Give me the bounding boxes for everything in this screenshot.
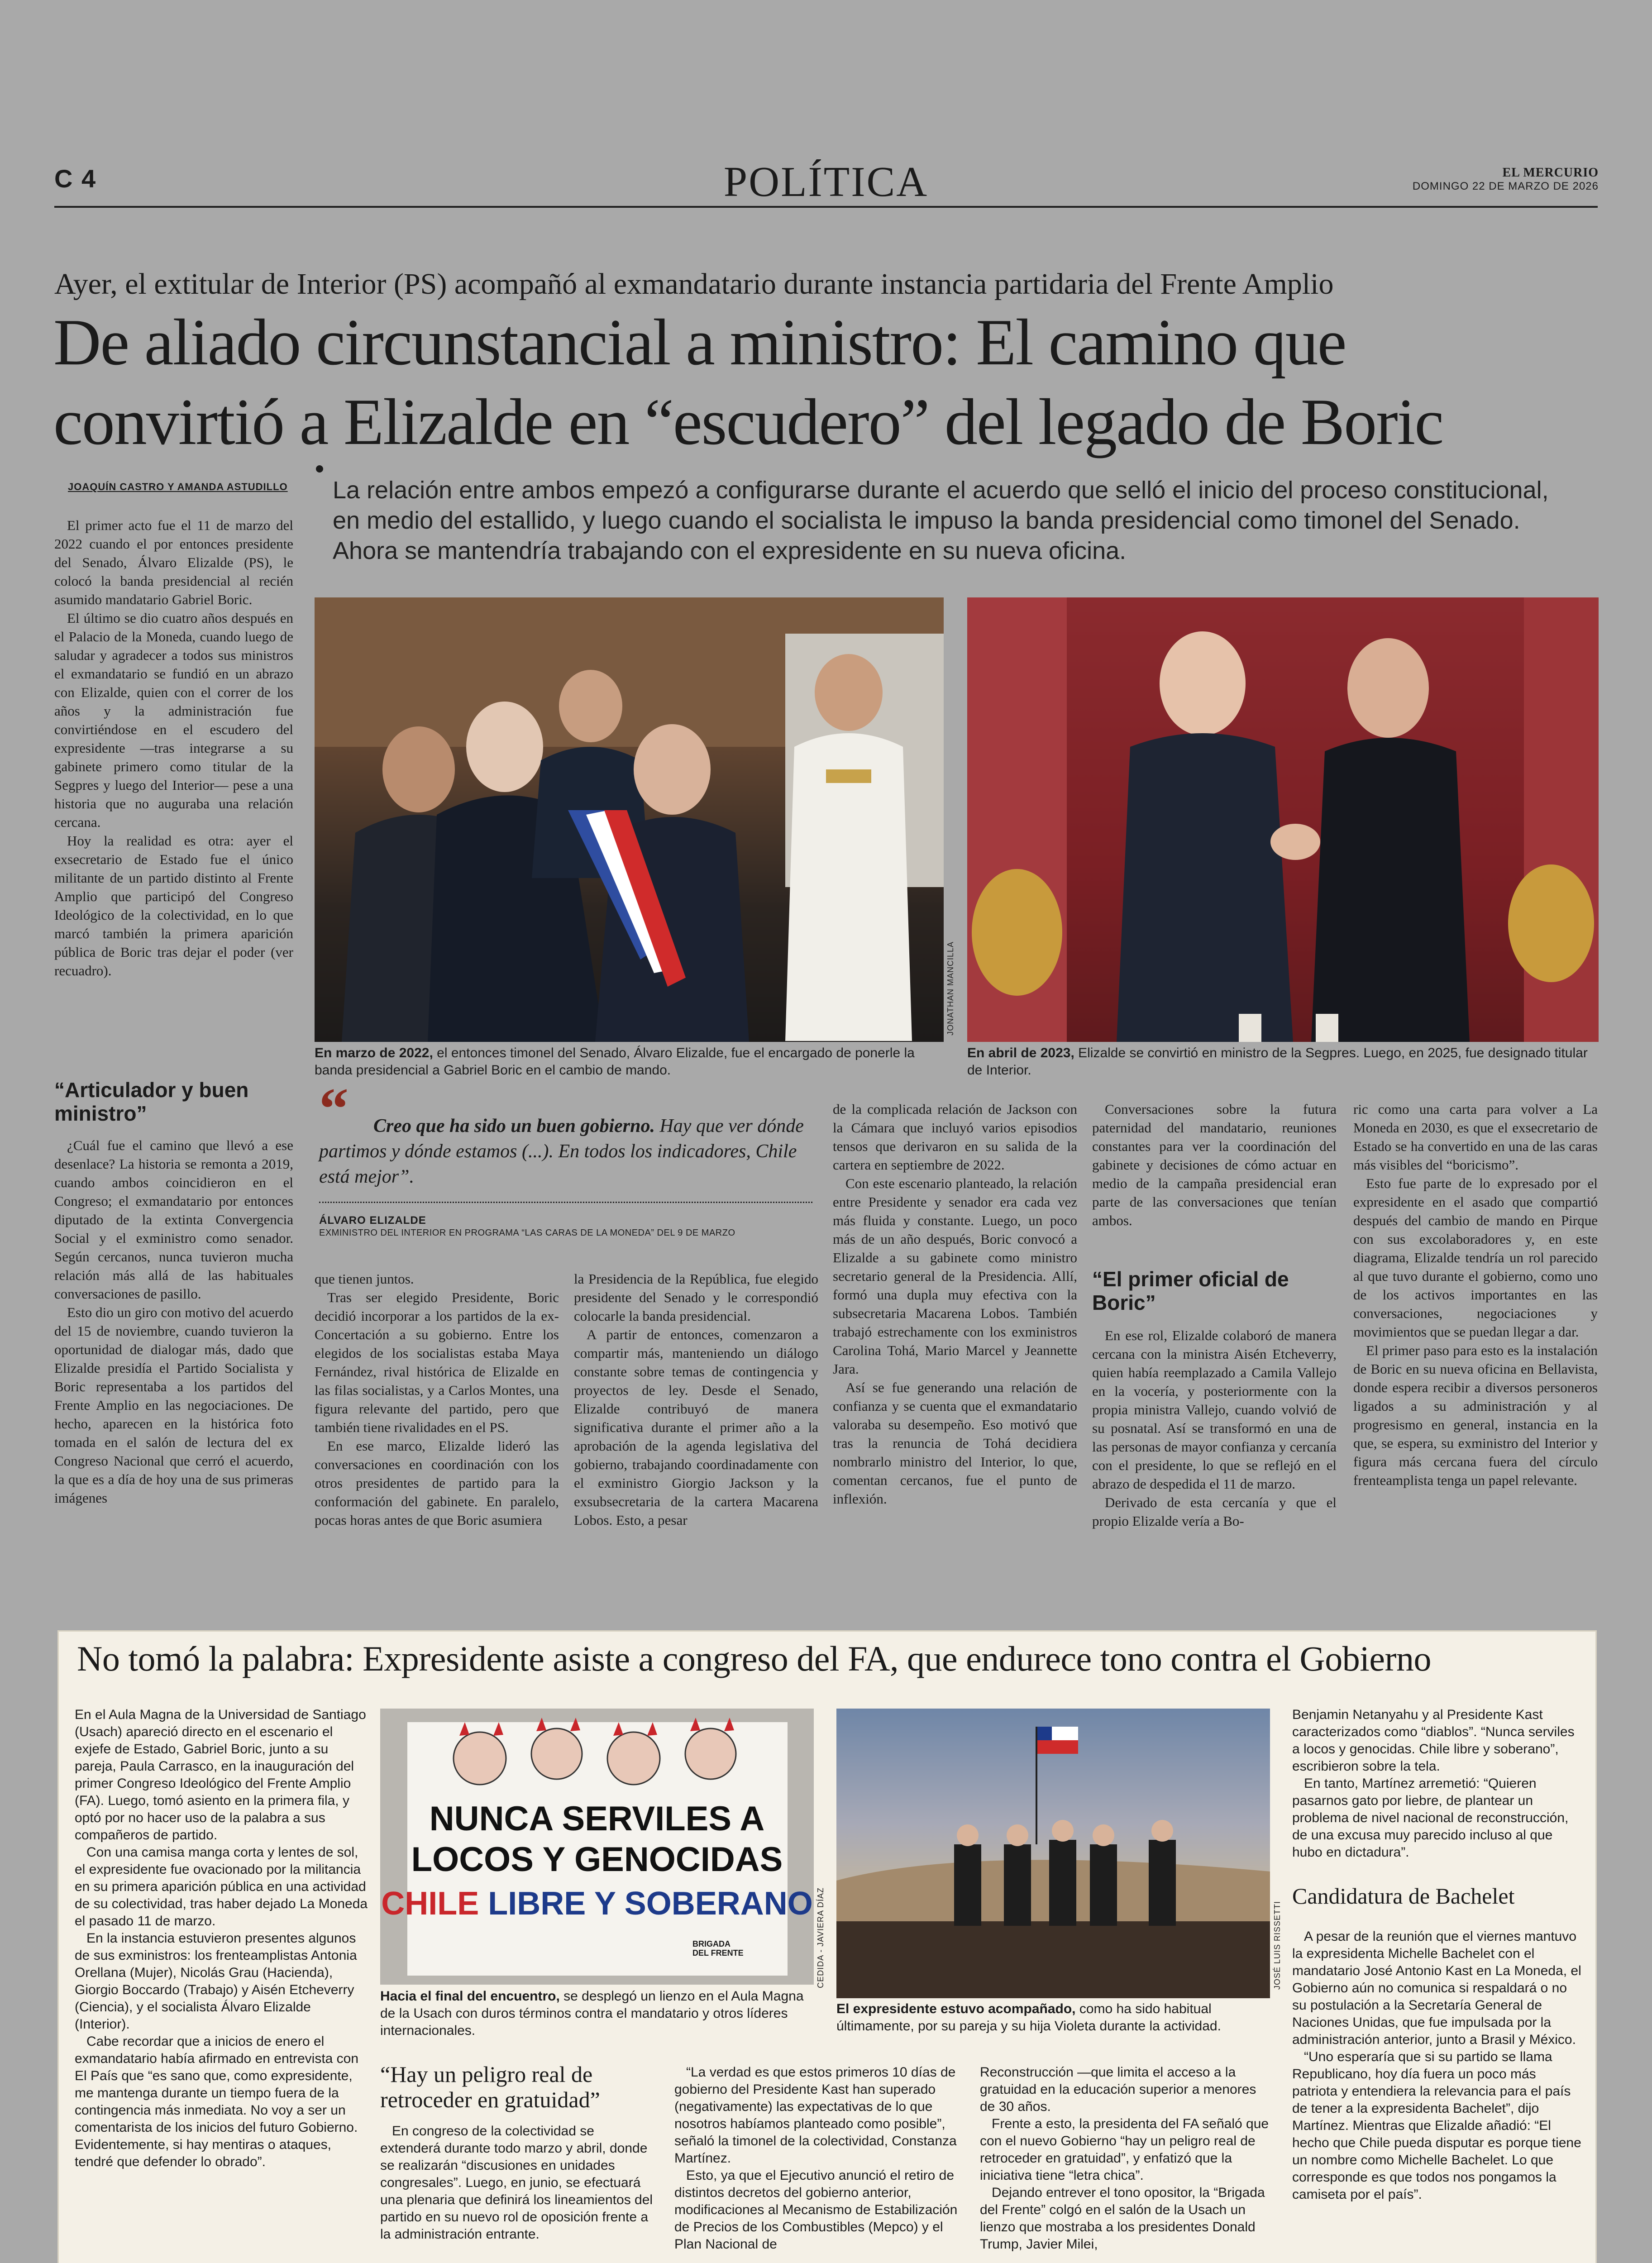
photo-credit: CEDIDA - JAVIERA DÍAZ [816, 1887, 825, 1988]
article-column: El primer acto fue el 11 de marzo del 2022 cuando el por entonces presidente del Senado, Álvaro Elizalde (PS), le colocó la banda presidencial al recién asumido mandatario Gabriel Boric. El último se dio cuatro años después en el Palacio de la Moneda, cuando luego de saludar y agradecer a todos sus ministros el exmandatario se fundió en un abrazo con Elizalde, quien con el correr de los años y la administración fue convirtiéndose en el escudero del expresidente —tras integrarse a su gabinete primero como titular de la Segpres y luego del Interior— pese a una historia que no auguraba una relación cercana. Hoy la realidad es otra: ayer el exsecretario de Estado fue el único militante de un partido distinto al Frente Amplio que participó del Congreso Ideológico de la colectividad, en lo que marcó también la primera aparición pública de Boric tras dejar el poder (ver recuadro). [54, 517, 293, 979]
issue-date: DOMINGO 22 DE MARZO DE 2026 [1412, 180, 1599, 192]
quote-mark-icon: “ [319, 1076, 349, 1141]
sidebar-column: En congreso de la colectividad se extenderá durante todo marzo y abril, donde se realizarán “discusiones en unidades congresales”. Luego, en junio, se efectuará una plenaria que definirá los lineamientos del partido en su nuevo rol de oposición frente a la administración entrante. [380, 2124, 653, 2242]
sidebar-column: En el Aula Magna de la Universidad de Santiago (Usach) apareció directo en el escenario el exjefe de Estado, Gabriel Boric, junto a su pareja, Paula Carrasco, en la inauguración del primer Congreso Ideológico del Frente Amplio (FA). Luego, tomó asiento en la primera fila, y optó por no hacer uso de la palabra a sus compañeros de partido. Con una camisa manga corta y lentes de sol, el expresidente fue ovacionado por la militancia en su primera aparición pública en una actividad de su colectividad, tras haber dejado La Moneda el pasado 11 de marzo. En la instancia estuvieron presentes algunos de sus exministros: los frenteamplistas Antonia Orellana (Mujer), Nicolás Grau (Hacienda), Giorgio Boccardo (Trabajo) y Aisén Etcheverry (Ciencia), y el socialista Álvaro Elizalde (Interior). Cabe recordar que a inicios de enero el exmandatario había afirmado en entrevista con El País que “es sano que, como expresidente, me mantenga durante un tiempo fuera de la contingencia más inmediata. No voy a ser un comentarista de los inicios del futuro Gobierno. Evidentemente, si hay mentiras o ataques, tendré que defender lo obrado”. [75, 1707, 368, 2169]
photo-handshake [967, 597, 1599, 1042]
photo-credit: JOSÉ LUIS RISSETTI [1273, 1901, 1282, 1990]
article-column: Conversaciones sobre la futura paternidad del mandatario, reuniones constantes para ver la coordinación del gabinete y decisiones de cómo actuar en medio de la campaña presidencial eran parte de las conversaciones que tenían ambos. [1092, 1101, 1337, 1228]
quote-author: ÁLVARO ELIZALDE [319, 1214, 426, 1227]
section-title: POLÍTICA [723, 158, 929, 205]
headline-line: De aliado circunstancial a ministro: El camino que [53, 306, 1346, 379]
header-rule [54, 206, 1598, 208]
article-column: ric como una carta para volver a La Moneda en 2030, es que el exsecretario de Estado se ha convertido en una de las caras más visibles del “boricismo”. Esto fue parte de lo expresado por el expresidente en el asado que compartió después del cambio de mando en Pirque con sus excolaboradores y, en este diagrama, Elizalde tendría un rol parecido al que tuvo durante el gobierno, como uno de los activos importantes en las conversaciones, negociaciones y movimientos que se puedan llegar a dar. El primer paso para esto es la instalación de Boric en su nueva oficina en Bellavista, donde espera recibir a diversos personeros ligados a su administración y al progresismo en general, instancia en la que, se espera, su exministro del Interior y figura más cercana fuera del círculo frenteamplista tenga un papel relevante. [1353, 1101, 1598, 1488]
banner-text: CHILE LIBRE Y SOBERANO [381, 1886, 813, 1922]
photo-credit: JONATHAN MANCILLA [946, 941, 955, 1036]
photo-caption: En abril de 2023, Elizalde se convirtió en ministro de la Segpres. Luego, en 2025, fue designado titular de Interior. [967, 1046, 1588, 1078]
sidebar-column: Benjamin Netanyahu y al Presidente Kast caracterizados como “diablos”. “Nunca serviles a locos y genocidas. Chile libre y soberano”, escribieron sobre la tela. En tanto, Martínez arremetió: “Quieren pasarnos gato por liebre, de plantear un problema de nivel nacional de reconstrucción, de una excusa muy parecido incluso al que hubo en dictadura”. [1292, 1707, 1575, 1860]
quote-role: EXMINISTRO DEL INTERIOR EN PROGRAMA “LAS CARAS DE LA MONEDA” DEL 9 DE MARZO [319, 1228, 735, 1238]
lead-paragraph: La relación entre ambos empezó a configurarse durante el acuerdo que selló el inicio del proceso constitucional, en medio del estallido, y luego cuando el socialista le impuso la banda presidencial como timonel del Senado. Ahora se mantendría trabajando con el expresidente en su nueva oficina. [333, 477, 1549, 564]
subhead: Candidatura de Bachelet [1292, 1883, 1515, 1909]
photo-band-ceremony [315, 597, 944, 1042]
subhead: “Hay un peligro real de retroceder en gratuidad” [380, 2062, 600, 2112]
banner-text: LOCOS Y GENOCIDAS [411, 1840, 783, 1879]
kicker: Ayer, el extitular de Interior (PS) acompañó al exmandatario durante instancia partidaria del Frente Amplio [54, 267, 1334, 301]
pull-quote: Creo que ha sido un buen gobierno. Hay que ver dónde partimos y dónde estamos (...). En todos los indicadores, Chile está mejor”. [319, 1116, 804, 1187]
handshake-illustration [967, 597, 1599, 1042]
byline: JOAQUÍN CASTRO Y AMANDA ASTUDILLO [68, 481, 288, 492]
article-column: En ese rol, Elizalde colaboró de manera cercana con la ministra Aisén Etcheverry, quien había reemplazado a Camila Vallejo en la vocería, y posteriormente con la propia ministra Vallejo, cuando volvió de su posnatal. Así se transformó en una de las personas de mayor confianza y cercanía con el presidente, lo que se reflejó en el abrazo de despedida el 11 de marzo. Derivado de esta cercanía y que el propio Elizalde vería a Bo- [1092, 1327, 1337, 1529]
article-column: ¿Cuál fue el camino que llevó a ese desenlace? La historia se remonta a 2019, cuando ambos coincidieron en el Congreso; el exmandatario por entonces diputado de la extinta Convergencia Social y el exministro como senador. Según cercanos, nunca tuvieron mucha relación más allá de las habituales conversaciones de pasillo. Esto dio un giro con motivo del acuerdo del 15 de noviembre, cuando tuvieron la oportunidad de dialogar más, dado que Elizalde presidía el Partido Socialista y Boric representaba a los partidos del Frente Amplio en las negociaciones. De hecho, aparecen en la histórica foto tomada en el salón de lectura del ex Congreso Nacional que cerró el acuerdo, la que es a día de hoy una de sus primeras imágenes [54, 1137, 293, 1506]
subhead: “El primer oficial de Boric” [1092, 1267, 1289, 1314]
banner-logo: BRIGADA DEL FRENTE [692, 1939, 744, 1957]
stage-illustration [836, 1709, 1270, 1998]
article-column: la Presidencia de la República, fue elegido presidente del Senado y le correspondió colocarle la banda presidencial. A partir de entonces, comenzaron a compartir más, manteniendo un diálogo constante sobre temas de contingencia y proyectos de ley. Desde el Senado, Elizalde contribuyó de manera significativa durante el primer año a la aprobación de la agenda legislativa del gobierno, trabajando coordinadamente con el exministro Giorgio Jackson y la exsubsecretaria de la cartera Macarena Lobos. Esto, a pesar [574, 1271, 818, 1528]
article-column: que tienen juntos. Tras ser elegido Presidente, Boric decidió incorporar a los partidos de la ex-Concertación a su gobierno. Entre los elegidos de los socialistas estaba Maya Fernández, rival histórica de Elizalde en las filas socialistas, y a Carlos Montes, una figura relevante del partido, pero que también tiene rivalidades en el PS. En ese marco, Elizalde lideró las conversaciones en coordinación con los otros presidentes de partido para la conformación del gabinete. En paralelo, pocas horas antes de que Boric asumiera [315, 1271, 559, 1528]
photo-stage [836, 1709, 1270, 1998]
sidebar-title: No tomó la palabra: Expresidente asiste a congreso del FA, que endurece tono contra el Gobierno [77, 1639, 1432, 1678]
banner-text: NUNCA SERVILES A [429, 1800, 765, 1838]
lead-bullet [316, 465, 323, 473]
photo-caption: En marzo de 2022, el entonces timonel del Senado, Álvaro Elizalde, fue el encargado de ponerle la banda presidencial a Gabriel Boric en el cambio de mando. [315, 1046, 915, 1078]
headline [53, 302, 1443, 462]
page-code: C 4 [54, 164, 97, 193]
subhead: “Articulador y buen ministro” [54, 1078, 249, 1125]
sidebar-column: Reconstrucción —que limita el acceso a la gratuidad en la educación superior a menores de 30 años. Frente a esto, la presidenta del FA señaló que con el nuevo Gobierno “hay un peligro real de retroceder en gratuidad”, y enfatizó que la iniciativa tiene “letra chica”. Dejando entrever el tono opositor, la “Brigada del Frente” colgó en el salón de la Usach un lienzo que mostraba a los presidentes Donald Trump, Javier Milei, [980, 2065, 1269, 2252]
ceremony-illustration [315, 597, 944, 1042]
newspaper-name: EL MERCURIO [1502, 166, 1599, 180]
photo-caption: El expresidente estuvo acompañado, como ha sido habitual últimamente, por su pareja y su hija Violeta durante la actividad. [836, 2001, 1221, 2034]
photo-caption: Hacia el final del encuentro, se desplegó un lienzo en el Aula Magna de la Usach con duros términos contra el mandatario y otros líderes internacionales. [380, 1989, 804, 2038]
sidebar-column: A pesar de la reunión que el viernes mantuvo la expresidenta Michelle Bachelet con el mandatario José Antonio Kast en La Moneda, el Gobierno aún no comunica si respaldará o no su postulación a la Secretaría General de Naciones Unidas, que fue impulsada por la administración anterior, junto a Brasil y México. “Uno esperaría que si su partido se llama Republicano, hoy día fuera un poco más patriota y entendiera la relevancia para el país de tener a la expresidenta Bachelet”, dijo Martínez. Mientras que Elizalde añadió: “El hecho que Chile pueda disputar es porque tiene un nombre como Michelle Bachelet. Lo que corresponde es que todos nos pongamos la camiseta por el país”. [1292, 1929, 1581, 2202]
headline-line: convirtió a Elizalde en “escudero” del legado de Boric [53, 385, 1443, 458]
article-column: de la complicada relación de Jackson con la Cámara que incluyó varios episodios tensos que derivaron en su salida de la cartera en septiembre de 2022. Con este escenario planteado, la relación entre Presidente y senador era cada vez más fluida y constante. Luego, un poco más de un año después, Boric convocó a Elizalde a su gabinete como ministro secretario general de la Presidencia. Allí, formó una dupla muy efectiva con la subsecretaria Macarena Lobos. También trabajó estrechamente con los exministros Carolina Tohá, Mario Marcel y Jeannette Jara. Así se fue generando una relación de confianza y se cuenta que el exmandatario valoraba su desempeño. Eso motivó que tras la renuncia de Tohá decidiera nombrarlo ministro del Interior, lo que, comentan cercanos, fue el punto de inflexión. [833, 1101, 1077, 1507]
photo-banner [380, 1709, 814, 1985]
sidebar-column: “La verdad es que estos primeros 10 días de gobierno del Presidente Kast han superado (negativamente) las expectativas de lo que nosotros habíamos planteado como posible”, señaló la timonel de la colectividad, Constanza Martínez. Esto, ya que el Ejecutivo anunció el retiro de distintos decretos del gobierno anterior, modificaciones al Mecanismo de Estabilización de Precios de los Combustibles (Mepco) y el Plan Nacional de [674, 2065, 958, 2252]
quote-rule [319, 1202, 812, 1203]
